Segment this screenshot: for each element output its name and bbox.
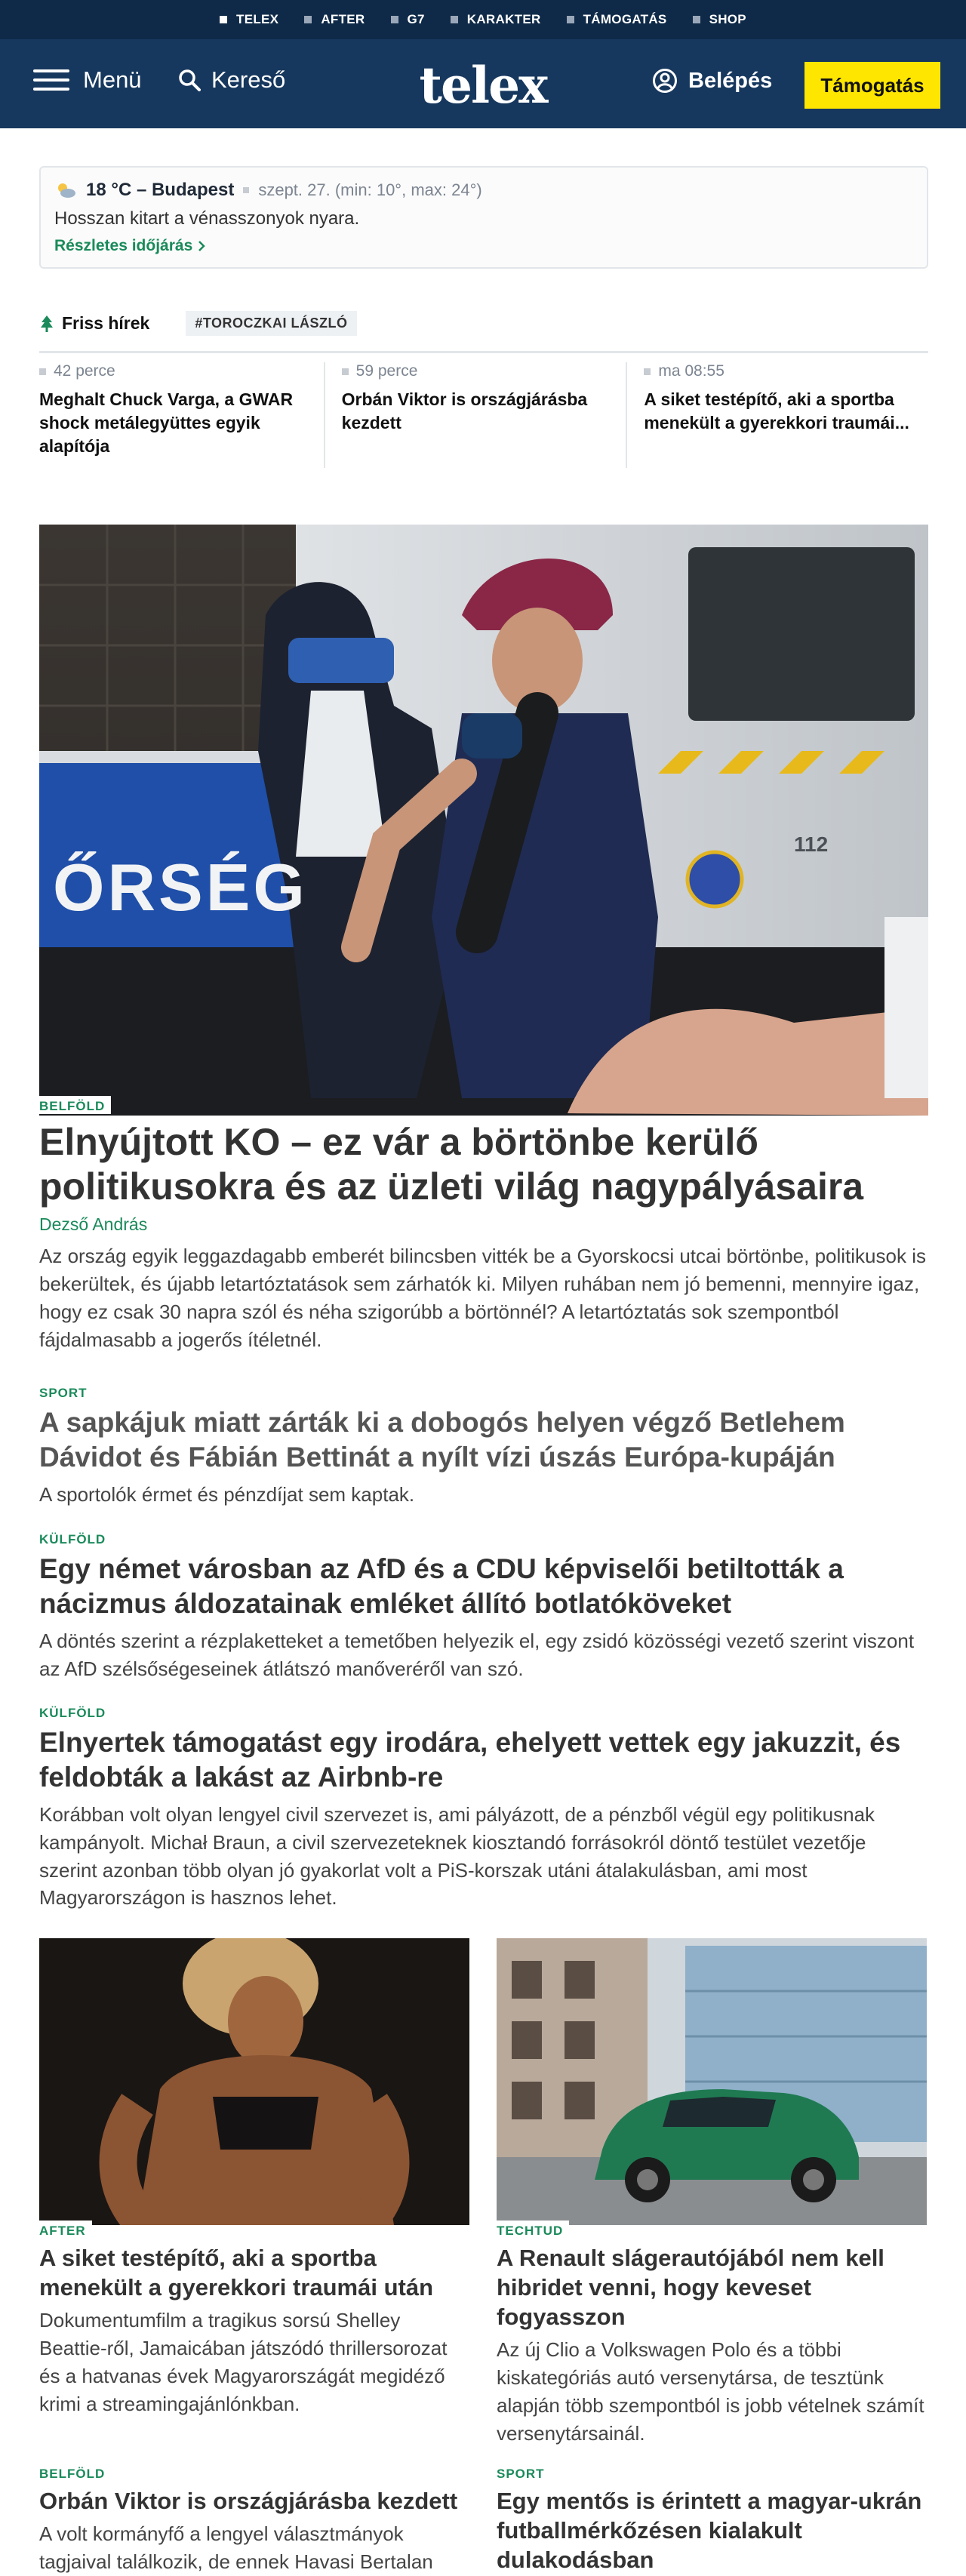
brand-link-telex[interactable] bbox=[220, 12, 278, 27]
card-lead: Dokumentumfilm a tragikus sorsú Shelley Beattie-ről, Jamaicában játszódó thrillersorozat és a hatvanas évek Magyarországát megidéző krimi a streamingajánlónkban. bbox=[39, 2309, 448, 2415]
square-icon bbox=[304, 16, 312, 23]
site-header bbox=[0, 39, 966, 128]
login-button[interactable] bbox=[652, 68, 772, 94]
brand-link-g7[interactable] bbox=[391, 12, 425, 27]
card-title[interactable]: A Renault slágerautójából nem kell hibridet venni, hogy keveset fogyasszon bbox=[497, 2245, 884, 2331]
topic-tag[interactable]: #TOROCZKAI LÁSZLÓ bbox=[186, 311, 356, 336]
fresh-item-time: ma 08:55 bbox=[658, 362, 724, 380]
card-title[interactable]: Orbán Viktor is országjárásba kezdett bbox=[39, 2488, 458, 2514]
article-card[interactable] bbox=[39, 2464, 469, 2576]
separator-dot bbox=[243, 187, 249, 193]
article-title[interactable]: A sapkájuk miatt zárták ki a dobogós helyen végző Betlehem Dávidot és Fábián Bettinát a nyílt vízi úszás Európa-kupáján bbox=[39, 1407, 845, 1473]
card-lead: A volt kormányfő a lengyel választmányok tagjaival találkozik, de ennek Havasi Bertalan bbox=[39, 2522, 433, 2573]
category-label[interactable]: KÜLFÖLD bbox=[39, 1703, 112, 1721]
article-item[interactable] bbox=[39, 1703, 928, 1912]
square-icon bbox=[220, 16, 227, 23]
square-icon bbox=[39, 368, 46, 375]
article-title[interactable]: Egy német városban az AfD és a CDU képviselői betiltották a nácizmus áldozatainak emléket állító botlatóköveket bbox=[39, 1553, 844, 1619]
fresh-item-time: 59 perce bbox=[355, 362, 418, 380]
category-label[interactable]: BELFÖLD bbox=[39, 1096, 111, 1114]
weather-details-label: Részletes időjárás bbox=[54, 237, 193, 254]
search-label: Kereső bbox=[211, 66, 286, 93]
brand-link-tamogatas[interactable] bbox=[567, 12, 667, 27]
category-label[interactable]: BELFÖLD bbox=[39, 2464, 111, 2482]
brand-link-label: TÁMOGATÁS bbox=[583, 12, 667, 26]
card-title[interactable]: A siket testépítő, aki a sportba menekült a gyerekkori traumái után bbox=[39, 2245, 434, 2301]
menu-button[interactable] bbox=[33, 66, 142, 94]
hero-lead: Az ország egyik leggazdagabb emberét bilincsben vitték be a Gyorskocsi utcai börtönbe, politikusok is bekerültek, és újabb letartóztatások sem zárhatók ki. Milyen ruhában nem jó bemenni, mennyire igaz, hogy ez csak 30 napra szól és néha szigorúbb a börtönnél? A letartóztatás sok szempontból fájdalmasabb a jogerős ítéletnél. bbox=[39, 1245, 926, 1351]
site-logo[interactable]: telex bbox=[419, 56, 547, 115]
hero-photo bbox=[39, 525, 928, 1116]
square-icon bbox=[693, 16, 700, 23]
fresh-news-label: Friss hírek bbox=[62, 313, 150, 333]
hero-image[interactable] bbox=[39, 525, 928, 1116]
article-lead: A döntés szerint a rézplaketteket a temetőben helyezik el, egy zsidó közösségi vezető szerint viszont az AfD szélsőségeseinek átlátszó manőveréről van szó. bbox=[39, 1629, 915, 1680]
category-label[interactable]: SPORT bbox=[39, 1383, 94, 1401]
fresh-news bbox=[39, 308, 928, 468]
fresh-item-title: Orbán Viktor is országjárásba kezdett bbox=[341, 389, 588, 433]
user-icon bbox=[652, 68, 678, 94]
brand-link-label: TELEX bbox=[236, 12, 279, 26]
category-label[interactable]: TECHTUD bbox=[497, 2221, 569, 2239]
fresh-news-item[interactable] bbox=[626, 362, 928, 468]
van-lettering: ŐRSÉG bbox=[53, 850, 308, 925]
brand-link-shop[interactable] bbox=[693, 12, 746, 27]
partly-cloudy-icon bbox=[54, 181, 77, 199]
author-link[interactable]: Dezső András bbox=[39, 1214, 148, 1234]
brand-link-label: SHOP bbox=[709, 12, 746, 26]
weather-temp: 18 °C – Budapest bbox=[86, 180, 235, 200]
support-button[interactable]: Támogatás bbox=[804, 62, 940, 109]
article-lead: Korábban volt olyan lengyel civil szervezet is, ami pályázott, de a pénzből végül egy politikusnak kampányolt. Michał Braun, a civil szervezeteknek kiosztandó forrásokról döntő testület vezetője szerint azonban több olyan jó gyakorlat volt a PiS-korszak utáni átalakulásban, ami most Magyarországon is hasznos lehet. bbox=[39, 1802, 875, 1910]
square-icon bbox=[391, 16, 398, 23]
chevron-right-icon bbox=[197, 240, 206, 252]
bodybuilder-photo bbox=[39, 1938, 469, 2225]
fresh-news-title[interactable] bbox=[39, 313, 149, 334]
weather-date: szept. 27. (min: 10°, max: 24°) bbox=[258, 180, 482, 199]
fresh-news-item[interactable] bbox=[39, 362, 324, 468]
weather-widget bbox=[39, 166, 928, 269]
article-card[interactable] bbox=[497, 1938, 927, 2448]
brand-link-label: AFTER bbox=[321, 12, 365, 26]
fresh-item-title: Meghalt Chuck Varga, a GWAR shock metálegyüttes egyik alapítója bbox=[39, 389, 294, 457]
van-number: 112 bbox=[794, 833, 829, 856]
card-image[interactable] bbox=[497, 1938, 927, 2225]
category-label[interactable]: KÜLFÖLD bbox=[39, 1529, 112, 1547]
card-title[interactable]: Egy mentős is érintett a magyar-ukrán futballmérkőzésen kialakult dulakodásban bbox=[497, 2488, 922, 2574]
article-title[interactable]: Elnyertek támogatást egy irodára, ehelyett vettek egy jakuzzit, és feldobták a lakást az Airbnb-re bbox=[39, 1727, 901, 1793]
square-icon bbox=[567, 16, 574, 23]
article-lead: A sportolók érmet és pénzdíjat sem kaptak. bbox=[39, 1482, 415, 1506]
car-photo bbox=[497, 1938, 927, 2225]
brand-bar bbox=[0, 0, 966, 39]
brand-link-label: KARAKTER bbox=[466, 12, 541, 26]
fresh-news-item[interactable] bbox=[324, 362, 626, 468]
brand-link-label: G7 bbox=[407, 12, 425, 26]
square-icon bbox=[451, 16, 458, 23]
card-lead: Az új Clio a Volkswagen Polo és a többi kiskategóriás autó versenytársa, de tesztünk alapján több szempontból is jobb vételnek számít versenytársainál. bbox=[497, 2338, 924, 2445]
article-item[interactable] bbox=[39, 1383, 928, 1509]
search-icon bbox=[178, 69, 201, 91]
square-icon bbox=[342, 368, 349, 375]
login-label: Belépés bbox=[688, 68, 773, 93]
search-button[interactable] bbox=[178, 66, 285, 94]
tree-icon bbox=[39, 315, 54, 333]
weather-description: Hosszan kitart a vénasszonyok nyara. bbox=[54, 208, 360, 229]
category-label[interactable]: SPORT bbox=[497, 2464, 551, 2482]
article-item[interactable] bbox=[39, 1529, 928, 1683]
square-icon bbox=[644, 368, 651, 375]
weather-details-link[interactable] bbox=[54, 237, 913, 255]
article-card[interactable] bbox=[497, 2464, 927, 2574]
fresh-item-title: A siket testépítő, aki a sportba menekült a gyerekkori traumái... bbox=[644, 389, 909, 433]
fresh-item-time: 42 perce bbox=[54, 362, 115, 380]
hero-article[interactable] bbox=[39, 1096, 928, 1354]
brand-link-after[interactable] bbox=[304, 12, 365, 27]
hero-title[interactable]: Elnyújtott KO – ez vár a börtönbe kerülő politikusokra és az üzleti világ nagypályásaira bbox=[39, 1121, 864, 1208]
category-label[interactable]: AFTER bbox=[39, 2221, 92, 2239]
article-card[interactable] bbox=[39, 1938, 469, 2418]
hamburger-icon bbox=[33, 69, 69, 91]
card-image[interactable] bbox=[39, 1938, 469, 2225]
brand-link-karakter[interactable] bbox=[451, 12, 541, 27]
menu-label: Menü bbox=[83, 66, 142, 93]
